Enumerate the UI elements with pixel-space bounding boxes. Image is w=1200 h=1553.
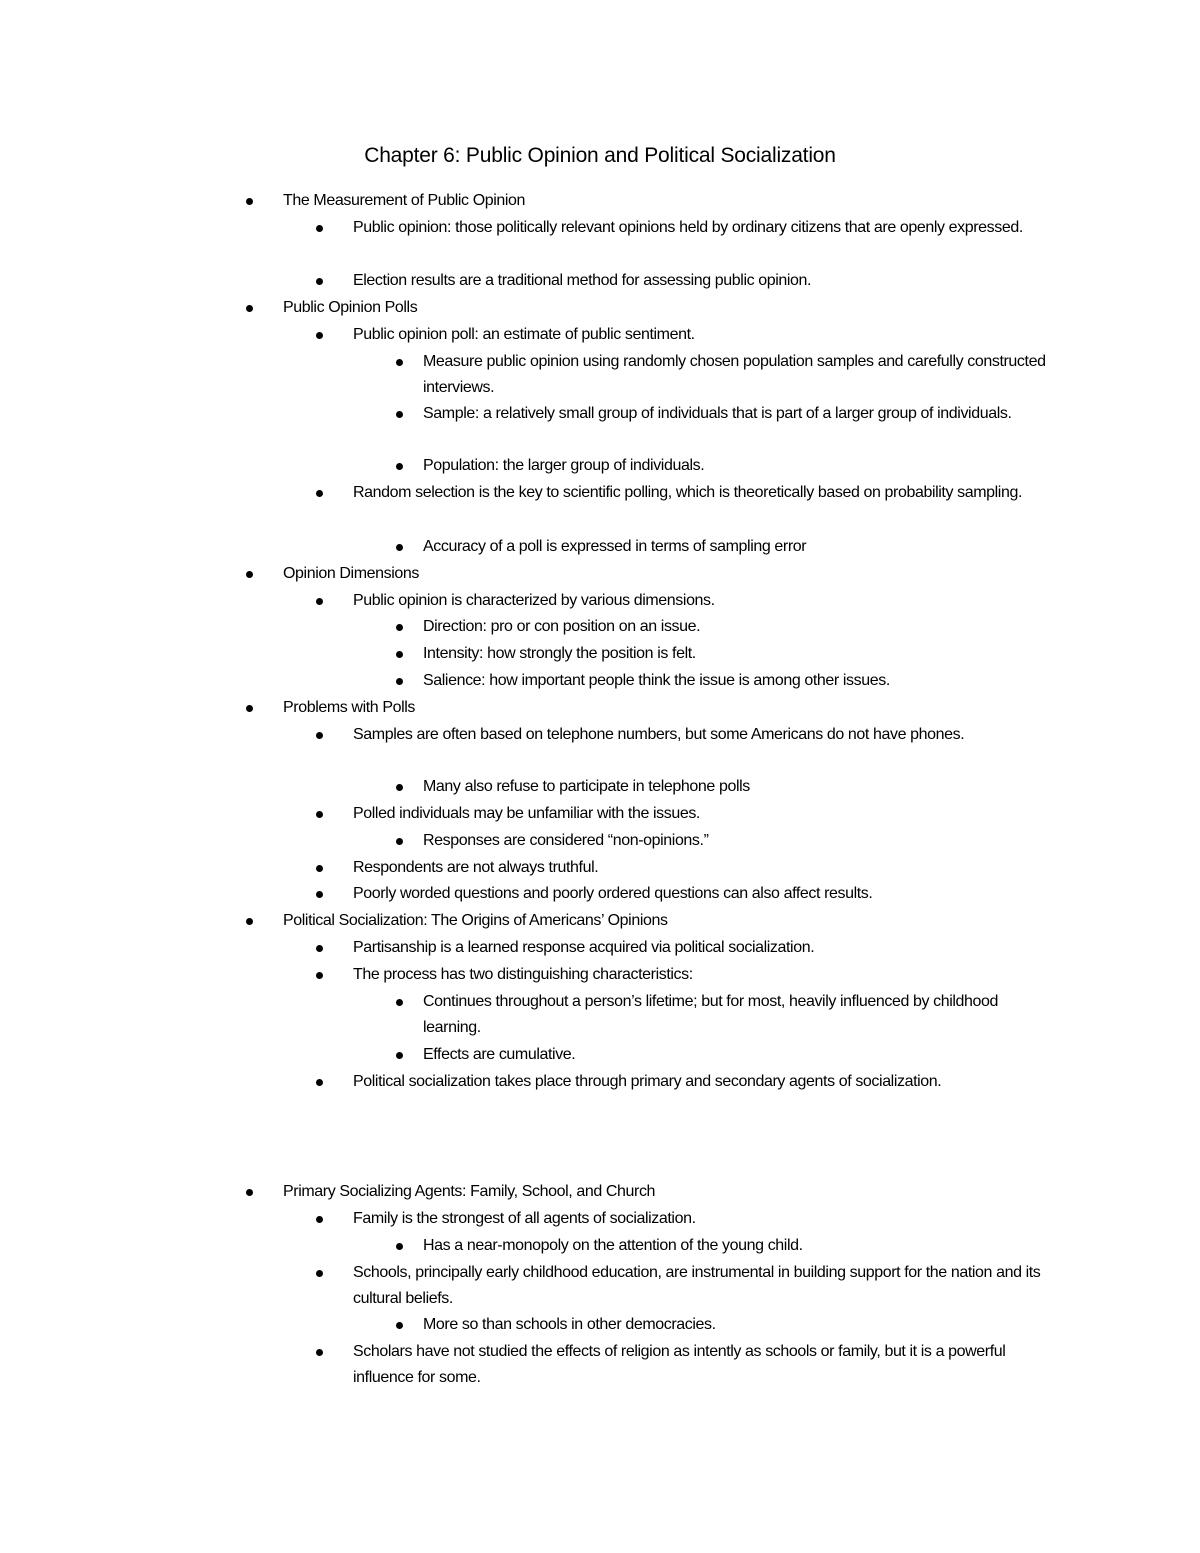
list-item — [423, 1233, 1048, 1259]
bullet-icon — [316, 225, 323, 232]
bullet-icon — [316, 891, 323, 898]
list-item — [283, 188, 1063, 214]
list-item — [353, 722, 1053, 748]
list-item — [423, 668, 1048, 694]
bullet-icon — [246, 571, 253, 578]
bullet-icon — [396, 411, 403, 418]
bullet-icon — [316, 865, 323, 872]
bullet-icon — [396, 359, 403, 366]
list-item — [423, 641, 1048, 667]
bullet-icon — [316, 278, 323, 285]
list-item-text: Schools, principally early childhood education, are instrumental in building support for the nation and its cultural beliefs. — [353, 1264, 1041, 1307]
list-item-text: Accuracy of a poll is expressed in terms of sampling error — [423, 538, 807, 555]
list-item-text: Many also refuse to participate in telephone polls — [423, 778, 750, 795]
bullet-icon — [246, 918, 253, 925]
bullet-icon — [246, 305, 253, 312]
list-item — [423, 1312, 1048, 1338]
bullet-icon — [246, 1189, 253, 1196]
list-item-text: Salience: how important people think the issue is among other issues. — [423, 672, 890, 689]
list-item-text: Direction: pro or con position on an issue. — [423, 618, 701, 635]
bullet-icon — [396, 1322, 403, 1329]
list-item-text: Political Socialization: The Origins of Americans’ Opinions — [283, 912, 668, 929]
list-item-text: Election results are a traditional method for assessing public opinion. — [353, 272, 812, 289]
list-item-text: Continues throughout a person’s lifetime; but for most, heavily influenced by childhood learning. — [423, 993, 999, 1036]
bullet-icon — [316, 332, 323, 339]
list-item — [283, 1179, 1063, 1205]
list-item — [353, 215, 1053, 241]
list-item-text: Population: the larger group of individuals. — [423, 457, 705, 474]
list-item-text: Public opinion is characterized by various dimensions. — [353, 592, 715, 609]
list-item-text: Has a near-monopoly on the attention of the young child. — [423, 1237, 803, 1254]
bullet-icon — [316, 1270, 323, 1277]
bullet-icon — [396, 1052, 403, 1059]
list-item — [353, 855, 1053, 881]
bullet-icon — [396, 838, 403, 845]
list-item — [353, 1339, 1053, 1390]
list-item — [353, 935, 1053, 961]
list-item — [423, 614, 1048, 640]
bullet-icon — [316, 945, 323, 952]
list-item-text: Opinion Dimensions — [283, 565, 419, 582]
list-item-text: Polled individuals may be unfamiliar with the issues. — [353, 805, 700, 822]
bullet-icon — [396, 1243, 403, 1250]
bullet-icon — [396, 678, 403, 685]
bullet-icon — [396, 544, 403, 551]
list-item — [353, 480, 1053, 506]
bullet-icon — [316, 732, 323, 739]
bullet-icon — [396, 463, 403, 470]
list-item — [353, 962, 1053, 988]
list-item-text: Problems with Polls — [283, 699, 416, 716]
list-item — [423, 453, 1048, 479]
bullet-icon — [316, 1349, 323, 1356]
list-item — [353, 322, 1053, 348]
list-item-text: Public Opinion Polls — [283, 299, 418, 316]
list-item-text: Effects are cumulative. — [423, 1046, 576, 1063]
list-item-text: Primary Socializing Agents: Family, School, and Church — [283, 1183, 656, 1200]
list-item — [283, 695, 1063, 721]
bullet-icon — [316, 1216, 323, 1223]
list-item — [423, 401, 1048, 427]
list-item-text: The Measurement of Public Opinion — [283, 192, 526, 209]
bullet-icon — [246, 705, 253, 712]
bullet-icon — [316, 972, 323, 979]
list-item-text: More so than schools in other democracies. — [423, 1316, 716, 1333]
list-item — [283, 908, 1063, 934]
list-item — [423, 534, 1048, 560]
list-item-text: Intensity: how strongly the position is felt. — [423, 645, 696, 662]
list-item — [353, 588, 1053, 614]
bullet-icon — [316, 598, 323, 605]
list-item — [353, 801, 1053, 827]
list-item-text: Scholars have not studied the effects of religion as intently as schools or family, but it is a powerful influence for some. — [353, 1343, 1006, 1386]
list-item — [283, 295, 1063, 321]
list-item-text: Family is the strongest of all agents of socialization. — [353, 1210, 696, 1227]
bullet-icon — [396, 999, 403, 1006]
list-item-text: Respondents are not always truthful. — [353, 859, 599, 876]
list-item-text: Public opinion: those politically relevant opinions held by ordinary citizens that are openly expressed. — [353, 219, 1023, 236]
page-title: Chapter 6: Public Opinion and Political Socialization — [364, 144, 836, 167]
list-item — [423, 349, 1048, 400]
list-item-text: The process has two distinguishing characteristics: — [353, 966, 693, 983]
bullet-icon — [316, 490, 323, 497]
list-item-text: Public opinion poll: an estimate of public sentiment. — [353, 326, 695, 343]
list-item-text: Random selection is the key to scientific polling, which is theoretically based on probability sampling. — [353, 484, 1022, 501]
list-item-text: Poorly worded questions and poorly ordered questions can also affect results. — [353, 885, 873, 902]
list-item — [423, 828, 1048, 854]
bullet-icon — [396, 651, 403, 658]
list-item — [353, 1260, 1053, 1311]
list-item — [423, 989, 1048, 1040]
list-item — [353, 268, 1053, 294]
bullet-icon — [316, 1079, 323, 1086]
list-item-text: Responses are considered “non-opinions.” — [423, 832, 709, 849]
bullet-icon — [246, 198, 253, 205]
list-item — [423, 774, 1048, 800]
bullet-icon — [396, 784, 403, 791]
list-item-text: Measure public opinion using randomly chosen population samples and carefully constructed interviews. — [423, 353, 1046, 396]
list-item — [283, 561, 1063, 587]
list-item-text: Samples are often based on telephone numbers, but some Americans do not have phones. — [353, 726, 965, 743]
bullet-icon — [316, 811, 323, 818]
bullet-icon — [396, 624, 403, 631]
list-item-text: Political socialization takes place through primary and secondary agents of socialization. — [353, 1073, 942, 1090]
list-item — [353, 1069, 1053, 1095]
list-item — [353, 881, 1053, 907]
list-item — [423, 1042, 1048, 1068]
list-item-text: Sample: a relatively small group of individuals that is part of a larger group of individuals. — [423, 405, 1012, 422]
list-item — [353, 1206, 1053, 1232]
list-item-text: Partisanship is a learned response acquired via political socialization. — [353, 939, 815, 956]
